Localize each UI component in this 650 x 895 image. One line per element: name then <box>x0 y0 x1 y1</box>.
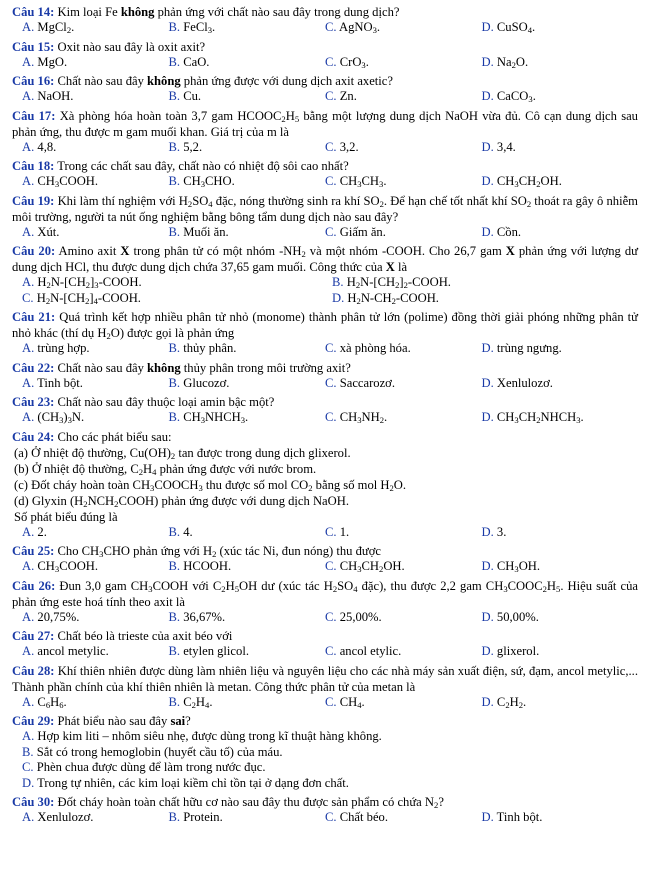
question-label: Câu 14: <box>12 5 55 19</box>
answer-option-c[interactable] <box>325 20 482 36</box>
question-q18 <box>12 158 638 190</box>
option-text: xà phòng hóa. <box>339 341 411 355</box>
option-letter: A. <box>22 524 35 539</box>
question-stem <box>12 4 638 20</box>
option-text: $CH_3NHCH_3$. <box>183 410 249 425</box>
option-letter: D. <box>481 20 494 34</box>
answer-option-c[interactable] <box>325 695 482 711</box>
answer-option-b[interactable] <box>169 410 326 426</box>
answer-option-d[interactable] <box>482 525 639 541</box>
answer-option-c[interactable] <box>325 140 482 156</box>
option-text: thủy phân. <box>183 341 237 355</box>
answer-row <box>12 174 638 190</box>
answer-row <box>12 810 638 826</box>
option-letter: A. <box>22 609 35 624</box>
statement-item: (c) Đốt cháy hoàn toàn $CH_3COOCH_3$ thu được số mol $CO_2$ bằng số mol $H_2O$. <box>14 477 407 493</box>
option-text: Sắt có trong hemoglobin (huyết cầu tố) của máu. <box>36 744 283 759</box>
question-stem <box>12 360 638 376</box>
answer-option-d[interactable] <box>482 140 639 156</box>
option-text: 25,00%. <box>339 609 382 624</box>
option-letter: A. <box>22 694 35 709</box>
option-letter: B. <box>168 54 181 69</box>
option-letter: C. <box>325 139 337 154</box>
answer-row <box>12 644 638 660</box>
option-text: AgNO$_3$. <box>339 20 381 35</box>
question-stem <box>12 663 638 695</box>
option-letter: D. <box>332 290 345 305</box>
option-text: $C_2H_4$. <box>183 694 213 710</box>
answer-option-b[interactable] <box>169 89 326 105</box>
question-q25 <box>12 543 638 575</box>
answer-option-b[interactable] <box>169 810 326 826</box>
question-q21 <box>12 309 638 357</box>
option-letter: D. <box>481 89 494 103</box>
question-stem <box>12 794 638 810</box>
question-text: Chất nào sau đây không phản ứng được với dung dịch axit axetic? <box>57 74 393 88</box>
question-label: Câu 15: <box>12 39 55 54</box>
option-letter: A. <box>22 20 35 34</box>
option-letter: C. <box>325 89 337 103</box>
option-text: CaCO$_3$. <box>496 89 536 104</box>
question-label: Câu 20: <box>12 244 56 258</box>
option-letter: A. <box>22 275 35 289</box>
question-label: Câu 18: <box>12 159 55 173</box>
question-stem <box>12 713 638 729</box>
option-letter: C. <box>325 224 337 239</box>
answer-row <box>12 410 638 426</box>
answer-option-c[interactable] <box>325 89 482 105</box>
answer-option-c[interactable] <box>12 291 325 307</box>
answer-option-d[interactable] <box>482 341 639 357</box>
question-label: Câu 30: <box>12 795 55 809</box>
answer-option-b[interactable] <box>169 376 326 392</box>
question-q22 <box>12 360 638 392</box>
option-text: Saccarozơ. <box>339 375 395 390</box>
question-text: Kim loại Fe không phản ứng với chất nào sau đây trong dung dịch? <box>57 5 400 19</box>
option-letter: C. <box>325 694 337 709</box>
answer-option-c[interactable] <box>325 410 482 426</box>
option-text: Glucozơ. <box>183 375 230 390</box>
question-label: Câu 25: <box>12 544 55 558</box>
option-letter: B. <box>168 341 181 355</box>
option-text: $H_2N-[CH_2]_4$-COOH. <box>36 290 141 306</box>
answer-option-c[interactable] <box>325 376 482 392</box>
answer-option-a[interactable] <box>12 810 169 826</box>
option-text: CaO. <box>183 54 210 69</box>
option-text: $C_2H_2$. <box>496 694 527 710</box>
answer-option-b[interactable] <box>169 525 326 541</box>
answer-option-c[interactable] <box>325 174 482 190</box>
option-text: $CH_4$. <box>339 694 365 710</box>
answer-option-d[interactable] <box>482 644 639 660</box>
answer-option-b[interactable] <box>169 140 326 156</box>
question-q19 <box>12 193 638 241</box>
answer-option-a[interactable] <box>12 89 169 105</box>
answer-option-b[interactable] <box>325 275 638 291</box>
question-text: Cho các phát biểu sau: <box>57 429 172 444</box>
option-letter: D. <box>481 694 494 709</box>
answer-option-d[interactable] <box>325 291 638 307</box>
option-text: $Na_2O$. <box>496 54 529 70</box>
answer-option-c[interactable] <box>325 644 482 660</box>
option-text: CuSO$_4$. <box>496 20 536 35</box>
option-text: Cồn. <box>496 224 522 239</box>
option-text: Protein. <box>183 810 223 824</box>
question-text: Chất béo là trieste của axit béo với <box>57 629 233 643</box>
question-stem <box>12 243 638 275</box>
option-letter: C. <box>325 559 337 573</box>
option-letter: A. <box>22 341 35 355</box>
option-letter: B. <box>168 524 181 539</box>
answer-option-a[interactable] <box>12 644 169 660</box>
question-text: Trong các chất sau đây, chất nào có nhiệt độ sôi cao nhất? <box>57 159 349 173</box>
option-text: 5,2. <box>183 139 203 154</box>
answer-row <box>12 745 638 761</box>
option-letter: D. <box>481 644 494 658</box>
answer-row <box>12 225 638 241</box>
answer-row <box>12 55 638 71</box>
question-label: Câu 16: <box>12 74 55 88</box>
answer-option-c[interactable] <box>325 225 482 241</box>
question-label: Câu 29: <box>12 714 55 728</box>
question-q17 <box>12 108 638 156</box>
question-q27 <box>12 628 638 660</box>
option-text: Xenlulozơ. <box>496 375 553 390</box>
option-letter: B. <box>168 410 181 424</box>
option-letter: B. <box>168 810 181 824</box>
answer-option-b[interactable] <box>169 55 326 71</box>
option-text: $CH_3CH_2NHCH_3$. <box>496 410 584 425</box>
option-letter: D. <box>481 139 494 154</box>
answer-row <box>12 89 638 105</box>
option-text: Tinh bột. <box>496 810 543 824</box>
statement-item: (a) Ở nhiệt độ thường, $Cu(OH)_2$ tan được trong dung dịch glixerol. <box>14 445 351 461</box>
question-stem <box>12 158 638 174</box>
option-text: etylen glicol. <box>183 644 249 658</box>
question-text: Chất nào sau đây không thủy phân trong môi trường axit? <box>57 360 351 375</box>
answer-option-b[interactable] <box>169 559 326 575</box>
answer-option-d[interactable] <box>482 55 639 71</box>
option-letter: B. <box>168 644 181 658</box>
option-text: Giấm ăn. <box>339 224 386 239</box>
answer-option-a[interactable] <box>12 695 169 711</box>
answer-option-d[interactable] <box>482 410 639 426</box>
answer-option-b[interactable] <box>169 174 326 190</box>
answer-option-a[interactable] <box>12 275 325 291</box>
option-letter: D. <box>481 174 494 188</box>
option-letter: B. <box>168 559 181 573</box>
answer-row <box>12 695 638 711</box>
question-label: Câu 27: <box>12 629 55 643</box>
answer-option-d[interactable] <box>482 174 639 190</box>
statement-item: (d) Glyxin $(H_2NCH_2COOH)$ phản ứng được với dung dịch NaOH. <box>14 493 349 509</box>
answer-option-a[interactable] <box>12 55 169 71</box>
option-text: $CH_3COOH$. <box>37 559 99 574</box>
answer-option-d[interactable] <box>482 695 639 711</box>
question-text: Khí thiên nhiên được dùng làm nhiên liệu và nguyên liệu cho các nhà máy sản xuất điện, sứ, đạm, ancol metylic,... Thành phần chính của khí thiên nhiên là metan. Công thức phân tử của metan là <box>12 663 638 694</box>
answer-option-a[interactable] <box>12 410 169 426</box>
question-text: Chất nào sau đây thuộc loại amin bậc một? <box>57 395 275 409</box>
question-stem <box>12 394 638 410</box>
question-q30 <box>12 794 638 826</box>
answer-option-d[interactable] <box>482 20 639 36</box>
option-letter: C. <box>325 174 337 188</box>
option-letter: D. <box>481 609 494 624</box>
option-text: trùng hợp. <box>37 341 90 355</box>
answer-option-a[interactable] <box>12 20 169 36</box>
question-q20 <box>12 243 638 306</box>
option-text: 50,00%. <box>496 609 539 624</box>
option-text: $H_2N-[CH_2]_2$-COOH. <box>346 275 451 290</box>
option-letter: C. <box>325 410 337 424</box>
option-text: $CH_3CH_3$. <box>339 174 387 189</box>
question-q16 <box>12 73 638 105</box>
answer-option-c[interactable] <box>325 559 482 575</box>
option-text: $CH_3COOH$. <box>37 174 99 189</box>
question-label: Câu 28: <box>12 663 55 678</box>
answer-row <box>12 525 638 541</box>
option-text: Xenlulozơ. <box>37 810 94 824</box>
answer-option-a[interactable] <box>12 341 169 357</box>
question-q24 <box>12 429 638 541</box>
question-text: Khi làm thí nghiệm với $H_2SO_4$ đặc, nóng thường sinh ra khí $SO_2$. Để hạn chế tốt nhất khí $SO_2$ thoát ra gây ô nhiễm môi trường, người ta nút ống nghiệm bằng bông tẩm dung dịch nào sau đây? <box>12 193 638 224</box>
answer-option-c[interactable] <box>12 760 638 776</box>
option-letter: B. <box>168 224 181 239</box>
statement-item: Số phát biểu đúng là <box>14 509 118 524</box>
option-text: $H_2N-[CH_2]_3$-COOH. <box>37 275 142 290</box>
option-letter: A. <box>22 410 35 424</box>
answer-option-a[interactable] <box>12 376 169 392</box>
option-letter: B. <box>168 174 181 188</box>
answer-option-c[interactable] <box>325 525 482 541</box>
answer-option-b[interactable] <box>169 225 326 241</box>
option-text: NaOH. <box>37 89 74 103</box>
option-letter: C. <box>22 290 34 305</box>
question-text: Quá trình kết hợp nhiều phân tử nhỏ (monome) thành phân tử lớn (polime) đồng thời giải phóng những phân tử nhỏ khác (thí dụ $H_2O$) được gọi là phản ứng <box>12 310 638 341</box>
answer-option-b[interactable] <box>169 341 326 357</box>
option-letter: C. <box>325 375 337 390</box>
option-text: FeCl$_3$. <box>183 20 216 35</box>
option-text: 20,75%. <box>37 609 80 624</box>
answer-option-d[interactable] <box>482 559 639 575</box>
option-text: $CH_3NH_2$. <box>339 410 388 425</box>
question-label: Câu 24: <box>12 429 55 444</box>
answer-option-b[interactable] <box>169 20 326 36</box>
question-q15 <box>12 39 638 71</box>
answer-row <box>12 341 638 357</box>
option-text: 3,4. <box>496 139 516 154</box>
question-q23 <box>12 394 638 426</box>
option-text: ancol etylic. <box>339 644 402 658</box>
question-label: Câu 17: <box>12 108 56 123</box>
question-stem <box>12 73 638 89</box>
answer-option-c[interactable] <box>325 610 482 626</box>
option-text: $H_2N-CH_2$-COOH. <box>347 290 439 306</box>
question-q28 <box>12 663 638 711</box>
answer-option-d[interactable] <box>482 376 639 392</box>
option-text: trùng ngưng. <box>496 341 562 355</box>
option-text: Trong tự nhiên, các kim loại kiềm chỉ tồn tại ở dạng đơn chất. <box>37 775 349 790</box>
question-stem <box>12 578 638 610</box>
answer-option-a[interactable] <box>12 525 169 541</box>
option-letter: B. <box>22 744 34 759</box>
option-letter: C. <box>325 810 337 824</box>
answer-option-a[interactable] <box>12 174 169 190</box>
option-letter: A. <box>22 375 35 390</box>
option-text: Tinh bột. <box>37 375 83 390</box>
option-letter: B. <box>168 89 181 103</box>
question-stem <box>12 429 638 445</box>
option-text: 4,8. <box>37 139 57 154</box>
answer-option-a[interactable] <box>12 225 169 241</box>
option-text: MgCl$_2$. <box>37 20 75 35</box>
answer-option-b[interactable] <box>12 745 638 761</box>
answer-option-b[interactable] <box>169 695 326 711</box>
option-text: Muối ăn. <box>183 224 229 239</box>
option-letter: B. <box>168 20 181 34</box>
option-text: ancol metylic. <box>37 644 109 658</box>
option-letter: A. <box>22 224 35 239</box>
option-letter: A. <box>22 174 35 188</box>
option-letter: A. <box>22 810 35 824</box>
answer-option-d[interactable] <box>482 810 639 826</box>
option-letter: B. <box>332 275 344 289</box>
option-letter: B. <box>168 609 181 624</box>
option-letter: D. <box>481 810 494 824</box>
option-letter: D. <box>481 341 494 355</box>
answer-row <box>12 140 638 156</box>
answer-option-a[interactable] <box>12 140 169 156</box>
question-stem <box>12 309 638 341</box>
question-label: Câu 19: <box>12 193 55 208</box>
option-letter: A. <box>22 139 35 154</box>
question-stem <box>12 628 638 644</box>
option-letter: C. <box>325 524 337 539</box>
option-text: $(CH_3)_3N$. <box>37 410 85 425</box>
answer-option-c[interactable] <box>325 810 482 826</box>
option-text: Hợp kim liti – nhôm siêu nhẹ, được dùng trong kĩ thuật hàng không. <box>37 729 382 743</box>
option-text: Phèn chua được dùng để làm trong nước đục. <box>36 760 266 774</box>
question-stem <box>12 543 638 559</box>
question-stem <box>12 193 638 225</box>
question-q14 <box>12 4 638 36</box>
answer-row <box>12 376 638 392</box>
question-text: Phát biểu nào sau đây sai? <box>57 714 191 728</box>
option-text: Zn. <box>339 89 357 103</box>
option-text: CrO$_3$. <box>339 54 369 70</box>
question-stem <box>12 108 638 140</box>
option-text: Xút. <box>37 224 60 239</box>
answer-row <box>12 776 638 792</box>
answer-option-c[interactable] <box>325 341 482 357</box>
option-letter: D. <box>481 375 494 390</box>
question-q29 <box>12 713 638 791</box>
option-text: Cu. <box>183 89 202 103</box>
option-letter: A. <box>22 89 35 103</box>
option-letter: C. <box>325 644 337 658</box>
option-letter: C. <box>325 341 337 355</box>
option-text: Chất béo. <box>339 810 388 824</box>
answer-option-b[interactable] <box>169 644 326 660</box>
question-text: Đun 3,0 gam $CH_3COOH$ với $C_2H_5OH$ dư (xúc tác $H_2SO_4$ đặc), thu được 2,2 gam $CH_3COOC_2H_5$. Hiệu suất của phản ứng este hoá tính theo axit là <box>12 578 638 609</box>
option-letter: C. <box>325 609 337 624</box>
option-letter: A. <box>22 729 35 743</box>
option-letter: B. <box>168 139 181 154</box>
answer-row <box>12 291 638 307</box>
question-label: Câu 21: <box>12 310 56 324</box>
answer-option-d[interactable] <box>482 610 639 626</box>
statement-item: (b) Ở nhiệt độ thường, $C_2H_4$ phản ứng được với nước brom. <box>14 461 317 477</box>
option-text: glixerol. <box>496 644 540 658</box>
option-letter: C. <box>22 760 34 774</box>
answer-option-d[interactable] <box>12 776 638 792</box>
option-letter: C. <box>325 54 337 69</box>
option-letter: D. <box>481 410 494 424</box>
option-letter: D. <box>481 224 494 239</box>
answer-option-d[interactable] <box>482 89 639 105</box>
option-text: $CH_3CHO$. <box>183 174 235 189</box>
option-text: MgO. <box>37 54 68 69</box>
option-letter: D. <box>22 775 35 790</box>
option-text: $C_6H_6$. <box>37 694 67 710</box>
option-text: 2. <box>37 524 47 539</box>
question-label: Câu 26: <box>12 578 56 593</box>
option-letter: D. <box>481 524 494 539</box>
option-letter: A. <box>22 54 35 69</box>
question-label: Câu 22: <box>12 360 55 375</box>
question-text: Xà phòng hóa hoàn toàn 3,7 gam $HCOOC_2H_5$ bằng một lượng dung dịch NaOH vừa đủ. Cô cạn dung dịch sau phản ứng, thu được m gam muối khan. Giá trị của m là <box>12 108 638 139</box>
option-text: 4. <box>183 524 193 539</box>
option-text: 36,67%. <box>183 609 226 624</box>
question-label: Câu 23: <box>12 395 55 409</box>
answer-option-a[interactable] <box>12 610 169 626</box>
answer-option-c[interactable] <box>325 55 482 71</box>
question-text: Oxit nào sau đây là oxit axit? <box>57 39 206 54</box>
answer-row <box>12 610 638 626</box>
option-text: 3. <box>496 524 507 539</box>
question-text: Amino axit X trong phân tử có một nhóm $-NH_2$ và một nhóm -COOH. Cho 26,7 gam X phản ứng với lượng dư dung dịch HCl, thu được dung dịch chứa 37,65 gam muối. Công thức của X là <box>12 244 638 274</box>
question-q26 <box>12 578 638 626</box>
answer-option-b[interactable] <box>169 610 326 626</box>
question-stem <box>12 39 638 55</box>
option-text: HCOOH. <box>183 559 232 573</box>
answer-option-a[interactable] <box>12 559 169 575</box>
answer-row <box>12 20 638 36</box>
answer-row <box>12 275 638 291</box>
answer-row <box>12 760 638 776</box>
option-letter: D. <box>481 559 494 573</box>
option-letter: D. <box>481 54 494 69</box>
option-letter: B. <box>168 375 181 390</box>
option-text: $CH_3OH$. <box>496 559 541 574</box>
answer-row <box>12 729 638 745</box>
option-letter: B. <box>168 694 181 709</box>
option-text: 3,2. <box>339 139 359 154</box>
option-letter: A. <box>22 644 35 658</box>
answer-option-a[interactable] <box>12 729 638 745</box>
answer-option-d[interactable] <box>482 225 639 241</box>
option-letter: C. <box>325 20 337 34</box>
option-text: $CH_3CH_2OH$. <box>496 174 562 189</box>
question-text: Đốt cháy hoàn toàn chất hữu cơ nào sau đây thu được sản phẩm có chứa $N_2$? <box>57 795 444 810</box>
option-letter: A. <box>22 559 35 573</box>
option-text: $CH_3CH_2OH$. <box>339 559 405 574</box>
answer-row <box>12 559 638 575</box>
option-text: 1. <box>339 524 350 539</box>
question-text: Cho $CH_3CHO$ phản ứng với $H_2$ (xúc tác Ni, đun nóng) thu được <box>57 544 381 559</box>
